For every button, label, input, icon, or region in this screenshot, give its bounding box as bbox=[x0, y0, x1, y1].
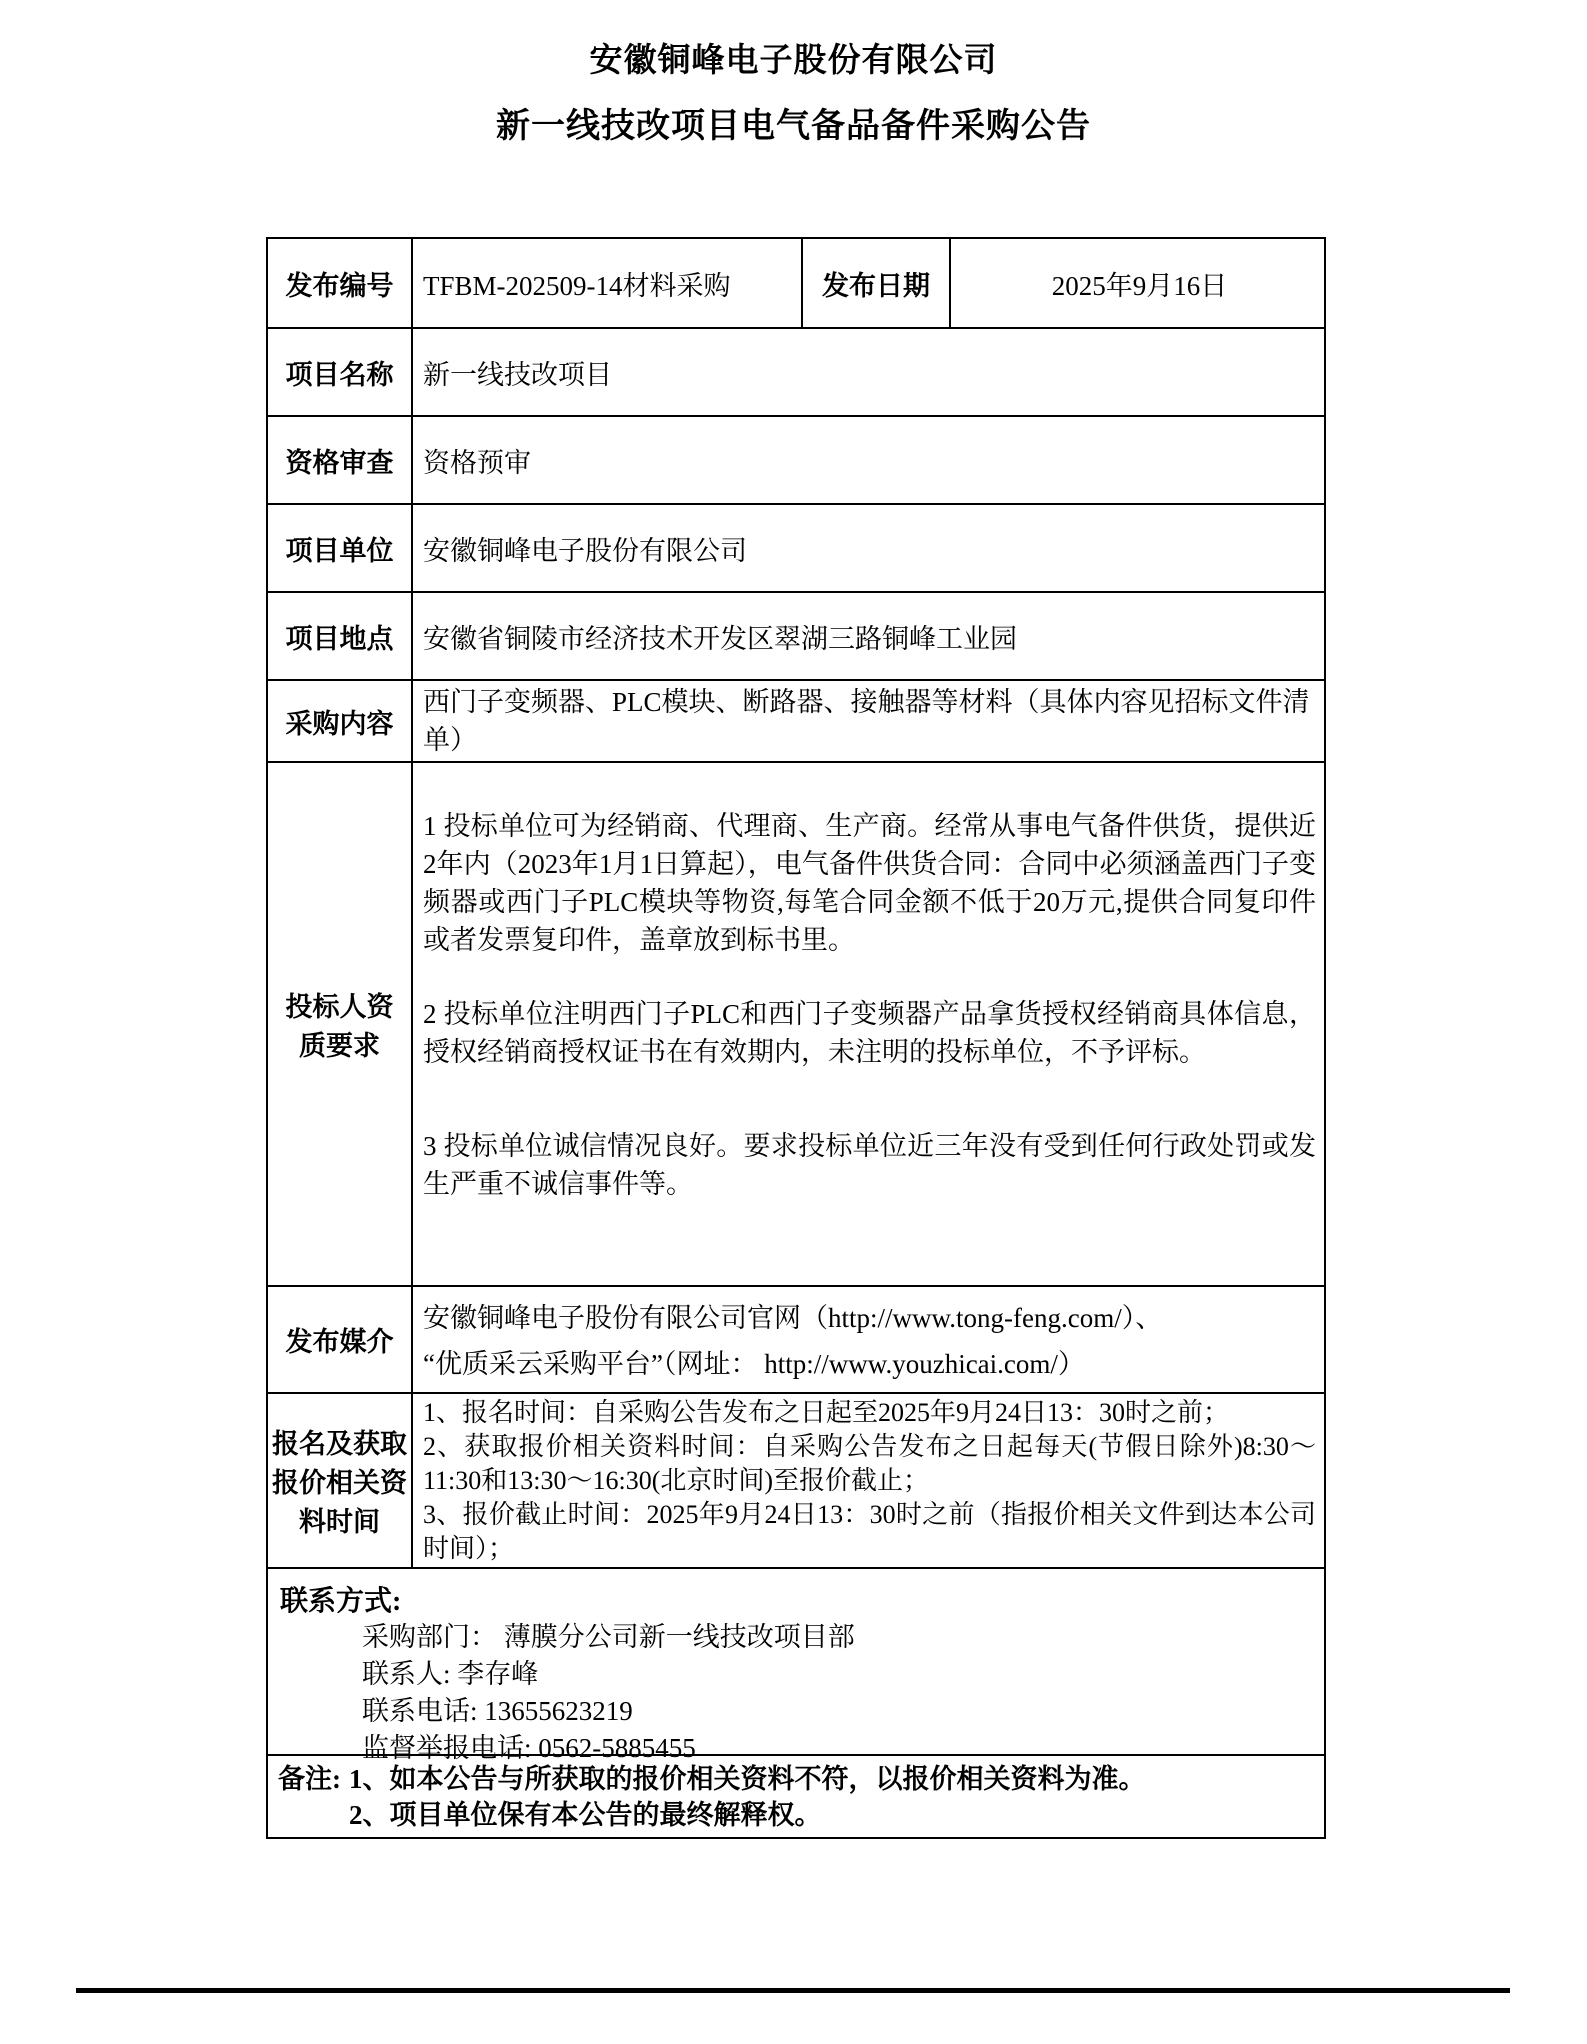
announcement-table bbox=[266, 237, 1326, 1839]
table-row-schedule bbox=[268, 1392, 1324, 1567]
schedule-label-text: 报名及获取报价相关资料时间 bbox=[272, 1429, 407, 1537]
publish-media-value bbox=[413, 1287, 1324, 1392]
table-row-project-unit bbox=[268, 503, 1324, 591]
table-row-project-location bbox=[268, 591, 1324, 679]
page-title: 安徽铜峰电子股份有限公司 bbox=[589, 43, 998, 79]
qualification-check-label: 资格审查 bbox=[268, 417, 413, 503]
project-unit-value: 安徽铜峰电子股份有限公司 bbox=[423, 535, 747, 566]
publish-number-label: 发布编号 bbox=[268, 239, 413, 327]
schedule-value bbox=[413, 1394, 1324, 1567]
remark-cell bbox=[268, 1756, 1324, 1837]
schedule-item-3: 3、报价截止时间：2025年9月24日13：30时之前（指报价相关文件到达本公司时间）； bbox=[423, 1500, 1316, 1563]
project-name-value: 新一线技改项目 bbox=[423, 359, 612, 390]
publish-date-value: 2025年9月16日 bbox=[1051, 270, 1228, 301]
contact-supervision-phone: 监督举报电话: 0562-5885455 bbox=[362, 1733, 696, 1763]
qualification-item-3: 3 投标单位诚信情况良好。要求投标单位近三年没有受到任何行政处罚或发生严重不诚信事件等。 bbox=[423, 1131, 1316, 1199]
qualification-item-2: 2 投标单位注明西门子PLC和西门子变频器产品拿货授权经销商具体信息，授权经销商授权证书在有效期内，未注明的投标单位，不予评标。 bbox=[423, 999, 1316, 1067]
table-row-contact bbox=[268, 1567, 1324, 1763]
schedule-item-1: 1、报名时间：自采购公告发布之日起至2025年9月24日13：30时之前； bbox=[423, 1398, 1230, 1427]
contact-person: 联系人: 李存峰 bbox=[362, 1659, 539, 1689]
bidder-qualification-label-text: 投标人资质要求 bbox=[285, 992, 394, 1061]
publish-number-value: TFBM-202509-14材料采购 bbox=[423, 270, 731, 301]
project-unit-label: 项目单位 bbox=[268, 505, 413, 591]
remark-items bbox=[349, 1761, 1146, 1833]
table-row-procurement-content bbox=[268, 679, 1324, 761]
remark-item-2: 2、项目单位保有本公告的最终解释权。 bbox=[349, 1800, 822, 1830]
remark-label: 备注: bbox=[278, 1764, 341, 1794]
table-row-project-name bbox=[268, 327, 1324, 415]
remark-item-1: 1、如本公告与所获取的报价相关资料不符，以报价相关资料为准。 bbox=[349, 1764, 1146, 1794]
footer-rule bbox=[76, 1988, 1510, 1993]
project-name-label: 项目名称 bbox=[268, 329, 413, 415]
schedule-label bbox=[268, 1394, 413, 1567]
contact-phone: 联系电话: 13655623219 bbox=[362, 1696, 633, 1726]
table-row-bidder-qualification bbox=[268, 761, 1324, 1285]
qualification-check-value: 资格预审 bbox=[423, 447, 531, 478]
publish-media-line-2: “优质采云采购平台”（网址： http://www.youzhicai.com/） bbox=[423, 1348, 1085, 1379]
page-subtitle: 新一线技改项目电气备品备件采购公告 bbox=[496, 108, 1091, 145]
procurement-content-label: 采购内容 bbox=[268, 681, 413, 761]
contact-department: 采购部门： 薄膜分公司新一线技改项目部 bbox=[362, 1622, 855, 1652]
table-row-remark bbox=[268, 1754, 1324, 1837]
schedule-item-2: 2、获取报价相关资料时间：自采购公告发布之日起每天(节假日除外)8:30～11:30和13:30～16:30(北京时间)至报价截止； bbox=[423, 1432, 1316, 1495]
publish-date-label: 发布日期 bbox=[801, 239, 951, 327]
publish-media-label: 发布媒介 bbox=[268, 1287, 413, 1392]
project-location-label: 项目地点 bbox=[268, 593, 413, 679]
qualification-item-1: 1 投标单位可为经销商、代理商、生产商。经常从事电气备件供货，提供近2年内（2023年1月1日算起），电气备件供货合同：合同中必须涵盖西门子变频器或西门子PLC模块等物资,每笔合同金额不低于20万元,提供合同复印件或者发票复印件，盖章放到标书里。 bbox=[423, 811, 1316, 955]
contact-cell bbox=[268, 1569, 1324, 1763]
project-location-value: 安徽省铜陵市经济技术开发区翠湖三路铜峰工业园 bbox=[423, 623, 1017, 654]
contact-heading: 联系方式: bbox=[280, 1586, 402, 1617]
table-row-qualification-check bbox=[268, 415, 1324, 503]
bidder-qualification-label bbox=[268, 763, 413, 1285]
bidder-qualification-value bbox=[413, 763, 1324, 1285]
procurement-content-value: 西门子变频器、PLC模块、断路器、接触器等材料（具体内容见招标文件清单） bbox=[423, 687, 1310, 755]
table-row-publish-number bbox=[268, 239, 1324, 327]
table-row-publish-media bbox=[268, 1285, 1324, 1392]
publish-media-line-1: 安徽铜峰电子股份有限公司官网（http://www.tong-feng.com/）、 bbox=[423, 1302, 1163, 1333]
